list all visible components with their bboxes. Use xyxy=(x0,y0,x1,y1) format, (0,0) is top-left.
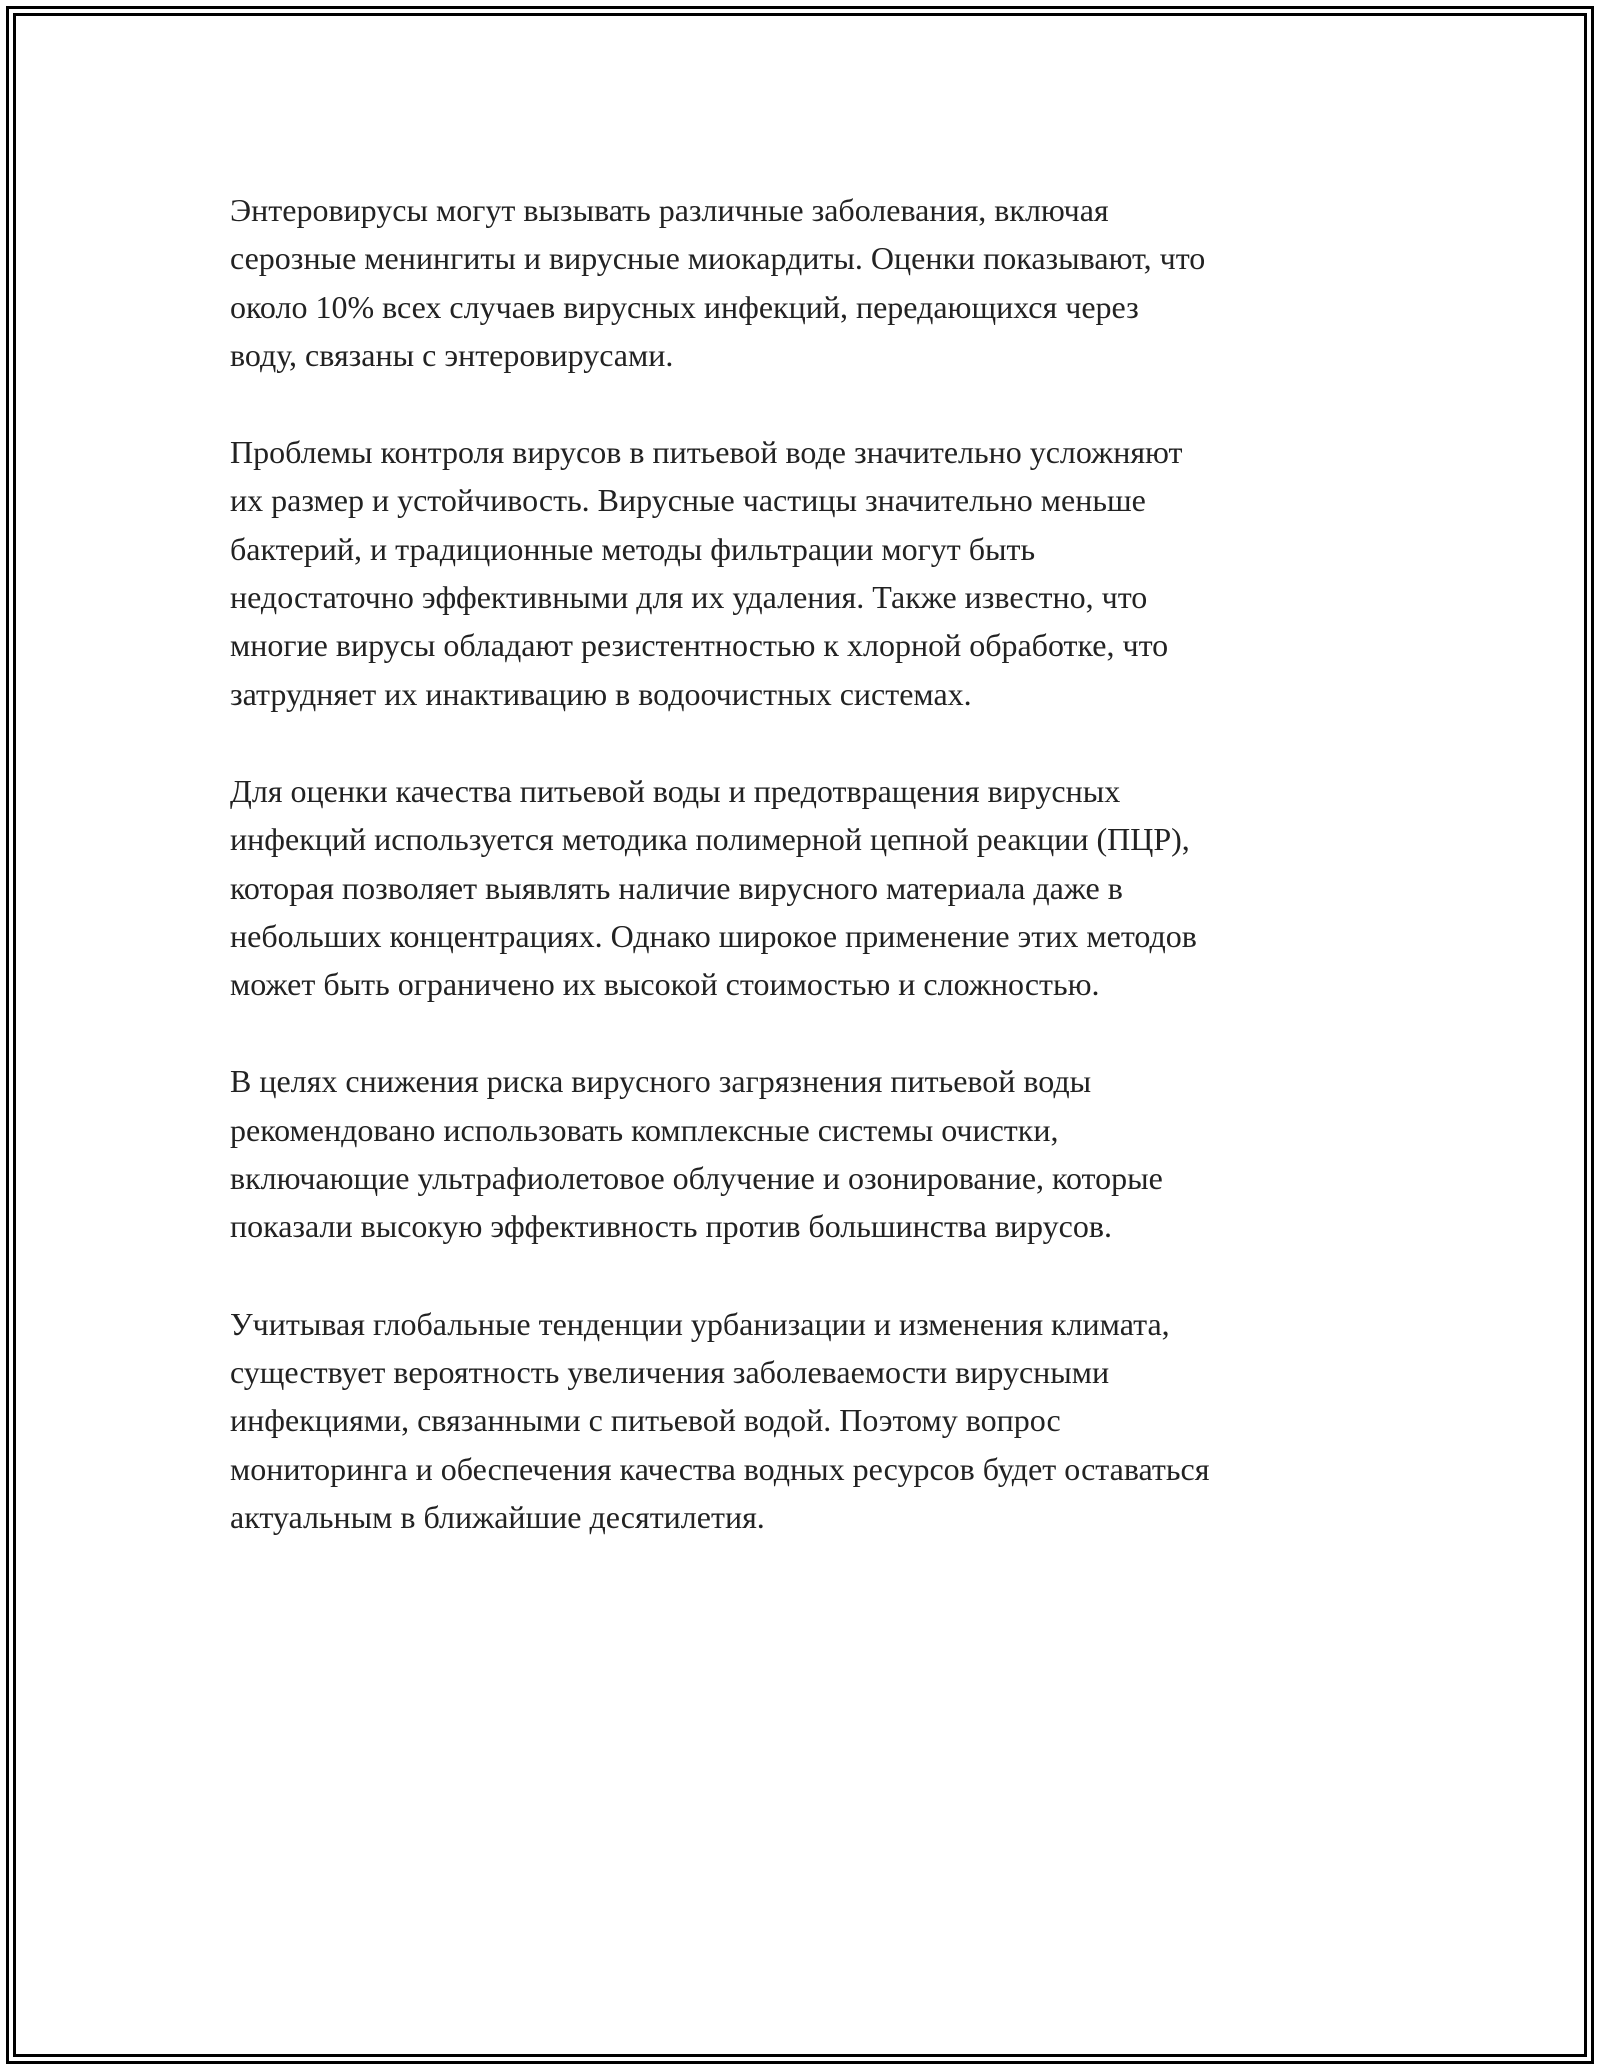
paragraph-global-trends: Учитывая глобальные тенденции урбанизации и изменения климата, существует вероятность увеличения заболеваемости вирусными инфекциями, связанными с питьевой водой. Поэтому вопрос мониторинга и обеспечения качества водных ресурсов будет оставаться актуальным в ближайшие десятилетия. xyxy=(230,1305,1210,1535)
paragraph-purification-systems: В целях снижения риска вирусного загрязнения питьевой воды рекомендовано использовать комплексные системы очистки, включающие ультрафиолетовое облучение и озонирование, которые показали высокую эффективность против большинства вирусов. xyxy=(230,1063,1163,1245)
paragraph-virus-control-problems: Проблемы контроля вирусов в питьевой воде значительно усложняют их размер и устойчивость. Вирусные частицы значительно меньше бактерий, и традиционные методы фильтрации могут быть недостаточно эффективными для их удаления. Также известно, что многие вирусы обладают резистентностью к хлорной обработке, что затрудняет их инактивацию в водоочистных системах. xyxy=(230,434,1183,712)
paragraph-enteroviruses: Энтеровирусы могут вызывать различные заболевания, включая серозные менингиты и вирусные миокардиты. Оценки показывают, что около 10% всех случаев вирусных инфекций, передающихся через воду, связаны с энтеровирусами. xyxy=(230,192,1206,373)
paragraph-pcr-method: Для оценки качества питьевой воды и предотвращения вирусных инфекций используется методика полимерной цепной реакции (ПЦР), которая позволяет выявлять наличие вирусного материала даже в небольших концентрациях. Однако широкое применение этих методов может быть ограничено их высокой стоимостью и сложностью. xyxy=(230,772,1197,1003)
document-body xyxy=(230,186,1390,1590)
